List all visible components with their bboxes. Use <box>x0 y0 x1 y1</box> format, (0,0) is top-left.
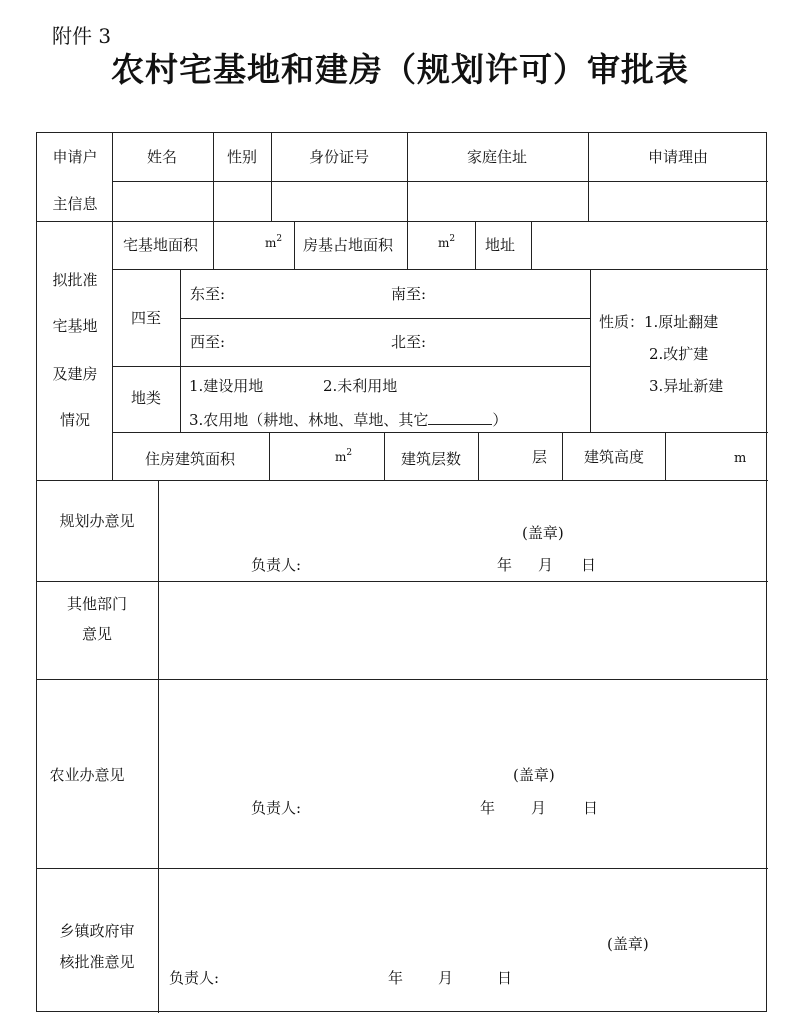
rule-bld-3 <box>478 432 479 480</box>
rule-area-4 <box>475 221 476 269</box>
rule-address-reason <box>588 133 589 221</box>
other-dept-label-2: 意见 <box>81 625 113 643</box>
proposed-label-4: 情况 <box>59 411 91 429</box>
rule-opinion-label-col <box>158 480 159 1013</box>
land-type-2: 2.未利用地 <box>323 377 398 395</box>
rule-boundary-mid <box>180 318 590 319</box>
rule-area-3 <box>407 221 408 269</box>
rule-bld-4 <box>562 432 563 480</box>
proposed-label-3: 及建房 <box>52 365 98 383</box>
rule-left-label-col <box>112 133 113 480</box>
col-home-address: 家庭住址 <box>466 148 528 166</box>
rule-landtype-bottom <box>112 432 768 433</box>
floors-label: 建筑层数 <box>400 450 462 468</box>
land-type-label: 地类 <box>130 389 162 407</box>
rule-boundary-bottom <box>112 366 590 367</box>
rule-gender-id <box>271 133 272 221</box>
rule-area-2 <box>294 221 295 269</box>
boundary-south: 南至: <box>391 285 427 303</box>
rule-area-1 <box>213 221 214 269</box>
township-month: 月 <box>438 969 454 987</box>
nature-option-1: 性质：1.原址翻建 <box>599 313 719 331</box>
rule-area-row <box>112 269 768 270</box>
rule-bld-5 <box>665 432 666 480</box>
boundary-east: 东至: <box>190 285 226 303</box>
nature-option-2: 2.改扩建 <box>649 345 709 363</box>
other-dept-label-1: 其他部门 <box>66 595 128 613</box>
height-unit: m <box>734 451 747 466</box>
proposed-label-1: 拟批准 <box>52 271 98 289</box>
township-label-1: 乡镇政府审 <box>59 922 135 940</box>
col-id-number: 身份证号 <box>308 148 370 166</box>
planning-month: 月 <box>538 556 554 574</box>
planning-office-label: 规划办意见 <box>59 512 135 530</box>
planning-person: 负责人: <box>251 556 302 574</box>
homestead-area-label: 宅基地面积 <box>123 236 199 254</box>
agri-year: 年 <box>480 799 496 817</box>
proposed-label-2: 宅基地 <box>52 317 98 335</box>
land-type-3: 3.农用地（耕地、林地、草地、其它 ） <box>189 411 508 429</box>
agri-month: 月 <box>531 799 547 817</box>
boundary-north: 北至: <box>391 333 427 351</box>
rule-applicant-header <box>112 181 768 182</box>
agri-office-label: 农业办意见 <box>49 766 125 784</box>
site-address-label: 地址 <box>485 236 516 254</box>
agri-day: 日 <box>583 799 599 817</box>
township-year: 年 <box>388 969 404 987</box>
rule-id-address <box>407 133 408 221</box>
rule-nature-left <box>590 269 591 432</box>
township-label-2: 核批准意见 <box>59 953 135 971</box>
township-day: 日 <box>497 969 513 987</box>
floors-unit: 层 <box>532 448 548 466</box>
planning-day: 日 <box>581 556 597 574</box>
attachment-number: 附件 3 <box>52 24 112 48</box>
agri-person: 负责人: <box>251 799 302 817</box>
rule-bld-1 <box>269 432 270 480</box>
height-label: 建筑高度 <box>583 448 645 466</box>
township-seal: (盖章) <box>607 935 649 953</box>
form-title: 农村宅基地和建房（规划许可）审批表 <box>111 50 689 89</box>
applicant-label-1: 申请户 <box>52 148 98 166</box>
approval-form-table <box>36 132 767 1012</box>
rule-name-gender <box>213 133 214 221</box>
col-gender: 性别 <box>226 148 258 166</box>
rule-bld-2 <box>384 432 385 480</box>
col-reason: 申请理由 <box>647 148 709 166</box>
rule-applicant-bottom <box>37 221 768 222</box>
building-area-unit: $m^2$ <box>335 448 353 464</box>
footprint-area-label: 房基占地面积 <box>303 236 394 254</box>
rule-planning-bottom <box>37 581 768 582</box>
footprint-area-unit: $m^2$ <box>438 234 456 250</box>
agri-seal: (盖章) <box>513 766 555 784</box>
land-type-1: 1.建设用地 <box>189 377 264 395</box>
rule-proposed-bottom <box>37 480 768 481</box>
planning-year: 年 <box>497 556 513 574</box>
boundary-west: 西至: <box>190 333 226 351</box>
col-name: 姓名 <box>146 148 178 166</box>
township-person: 负责人: <box>169 969 220 987</box>
nature-option-3: 3.异址新建 <box>649 377 724 395</box>
building-area-label: 住房建筑面积 <box>144 450 236 468</box>
rule-agri-bottom <box>37 868 768 869</box>
rule-other-bottom <box>37 679 768 680</box>
rule-boundary-label <box>180 269 181 432</box>
rule-area-5 <box>531 221 532 269</box>
boundary-label: 四至 <box>130 309 162 327</box>
homestead-area-unit: $m^2$ <box>265 234 283 250</box>
applicant-label-2: 主信息 <box>52 195 98 213</box>
planning-seal: (盖章) <box>522 524 564 542</box>
